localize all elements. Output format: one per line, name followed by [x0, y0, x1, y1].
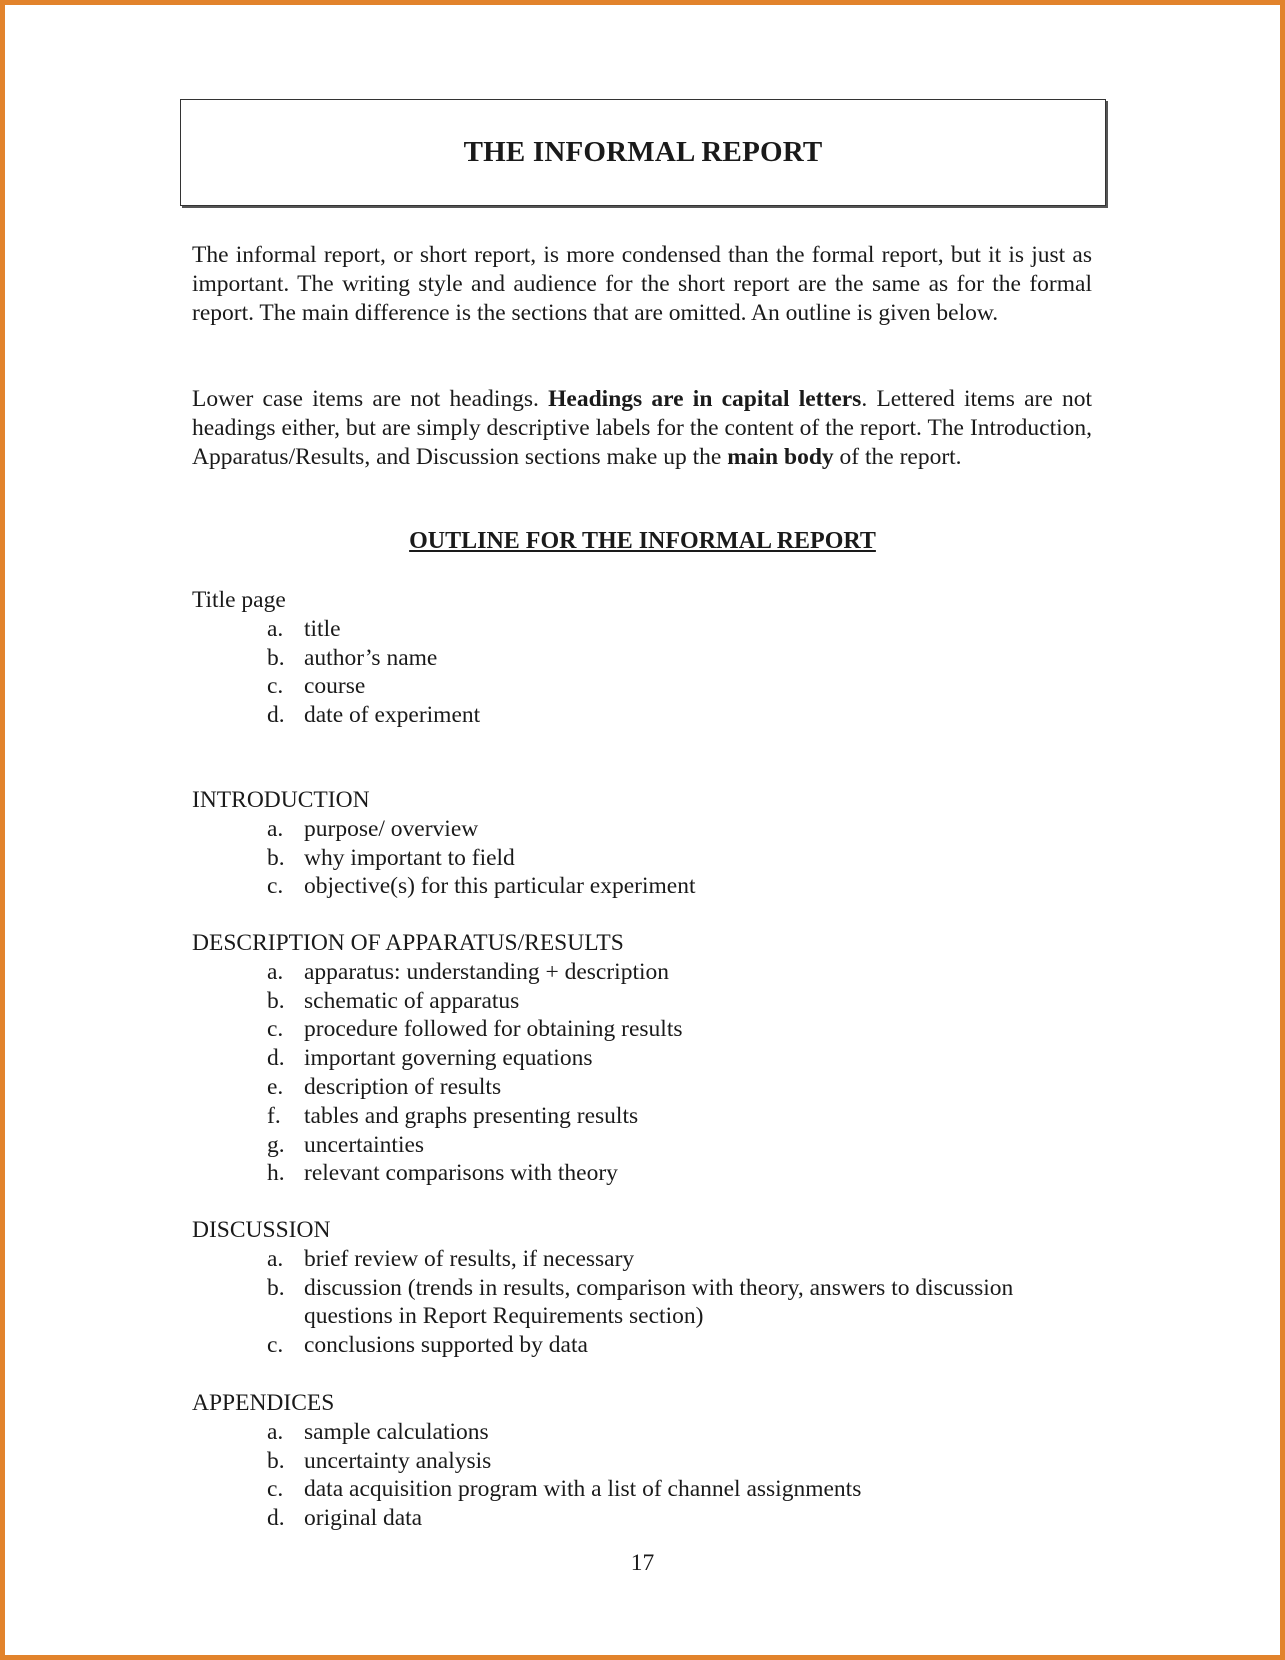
- page-number: 17: [630, 1550, 655, 1576]
- item-text: why important to field: [304, 844, 515, 871]
- item-text: discussion (trends in results, comparison with theory, answers to discussion questions in Report Requirements section): [304, 1274, 1014, 1330]
- list-item: [192, 987, 1092, 1016]
- list-item: [192, 644, 1092, 673]
- item-letter: d.: [267, 1505, 285, 1532]
- item-letter: c.: [267, 1332, 284, 1359]
- item-letter: h.: [267, 1160, 285, 1187]
- item-letter: c.: [267, 1016, 284, 1043]
- item-text: title: [304, 615, 341, 642]
- item-letter: b.: [267, 1447, 285, 1474]
- item-text: apparatus: understanding + description: [304, 958, 670, 985]
- item-letter: c.: [267, 1476, 284, 1503]
- item-text: date of experiment: [304, 702, 481, 729]
- section-items: [192, 1418, 1092, 1533]
- list-item: [192, 1447, 1092, 1476]
- item-letter: g.: [267, 1131, 285, 1158]
- item-text: objective(s) for this particular experiment: [304, 873, 696, 900]
- item-text: description of results: [304, 1073, 502, 1100]
- list-item: [192, 1504, 1092, 1533]
- section-items: [192, 615, 1092, 730]
- section-items: [192, 958, 1092, 1188]
- headings-paragraph: [192, 385, 1092, 472]
- list-item: [192, 1159, 1092, 1188]
- list-item: [192, 1475, 1092, 1504]
- section-heading: Title page: [192, 587, 286, 613]
- section-heading: INTRODUCTION: [192, 787, 370, 813]
- section-title-page: [192, 586, 1092, 730]
- list-item: [192, 615, 1092, 644]
- item-text: course: [304, 673, 366, 700]
- list-item: [192, 1245, 1092, 1274]
- item-letter: c.: [267, 673, 284, 700]
- list-item: [192, 1274, 1092, 1332]
- headings-paragraph-bold2: main body: [727, 444, 834, 470]
- headings-paragraph-part1: Lower case items are not headings.: [192, 386, 549, 412]
- headings-paragraph-bold1: Headings are in capital letters: [548, 386, 862, 412]
- item-text: conclusions supported by data: [304, 1332, 588, 1359]
- item-text: brief review of results, if necessary: [304, 1245, 635, 1272]
- item-letter: c.: [267, 873, 284, 900]
- page-title: THE INFORMAL REPORT: [463, 136, 823, 168]
- item-letter: a.: [267, 1418, 284, 1445]
- item-text: important governing equations: [304, 1045, 593, 1072]
- list-item: [192, 1131, 1092, 1160]
- section-appendices: [192, 1389, 1092, 1533]
- item-letter: a.: [267, 958, 284, 985]
- item-text: original data: [304, 1505, 423, 1532]
- section-items: [192, 1245, 1092, 1360]
- item-text: data acquisition program with a list of channel assignments: [304, 1476, 862, 1503]
- item-letter: e.: [267, 1073, 284, 1100]
- section-heading: APPENDICES: [192, 1390, 335, 1416]
- headings-paragraph-part2: . Lettered items are not headings either, but are simply descriptive labels for the content of the report. The Introduction, Apparatus/Results, and Discussion sections make up the: [192, 386, 1093, 470]
- item-text: tables and graphs presenting results: [304, 1102, 639, 1129]
- title-box: [180, 99, 1106, 206]
- list-item: [192, 815, 1092, 844]
- list-item: [192, 1015, 1092, 1044]
- list-item: [192, 1073, 1092, 1102]
- list-item: [192, 1044, 1092, 1073]
- section-apparatus-results: [192, 929, 1092, 1188]
- list-item: [192, 1102, 1092, 1131]
- section-items: [192, 815, 1092, 901]
- item-text: uncertainty analysis: [304, 1447, 492, 1474]
- list-item: [192, 1418, 1092, 1447]
- list-item: [192, 1331, 1092, 1360]
- item-text: relevant comparisons with theory: [304, 1160, 618, 1187]
- section-discussion: [192, 1216, 1092, 1360]
- headings-paragraph-part3: of the report.: [833, 444, 962, 470]
- item-letter: d.: [267, 702, 285, 729]
- list-item: [192, 672, 1092, 701]
- item-letter: b.: [267, 987, 285, 1014]
- section-heading: DESCRIPTION OF APPARATUS/RESULTS: [192, 930, 624, 956]
- item-letter: a.: [267, 615, 284, 642]
- item-letter: d.: [267, 1045, 285, 1072]
- item-letter: b.: [267, 844, 285, 871]
- list-item: [192, 844, 1092, 873]
- section-heading: DISCUSSION: [192, 1217, 331, 1243]
- outline-title: OUTLINE FOR THE INFORMAL REPORT: [409, 528, 876, 554]
- item-text: author’s name: [304, 644, 438, 671]
- list-item: [192, 872, 1092, 901]
- item-letter: b.: [267, 644, 285, 671]
- section-introduction: [192, 786, 1092, 901]
- item-letter: a.: [267, 1245, 284, 1272]
- item-text: sample calculations: [304, 1418, 489, 1445]
- item-text: schematic of apparatus: [304, 987, 520, 1014]
- intro-paragraph: The informal report, or short report, is more condensed than the formal report, but it is just as important. The writing style and audience for the short report are the same as for the formal report. The main difference is the sections that are omitted. An outline is given below.: [192, 242, 1092, 326]
- item-text: uncertainties: [304, 1131, 425, 1158]
- item-letter: b.: [267, 1274, 285, 1301]
- item-letter: f.: [267, 1102, 281, 1129]
- list-item: [192, 958, 1092, 987]
- item-letter: a.: [267, 815, 284, 842]
- list-item: [192, 701, 1092, 730]
- item-text: procedure followed for obtaining results: [304, 1016, 683, 1043]
- item-text: purpose/ overview: [304, 815, 479, 842]
